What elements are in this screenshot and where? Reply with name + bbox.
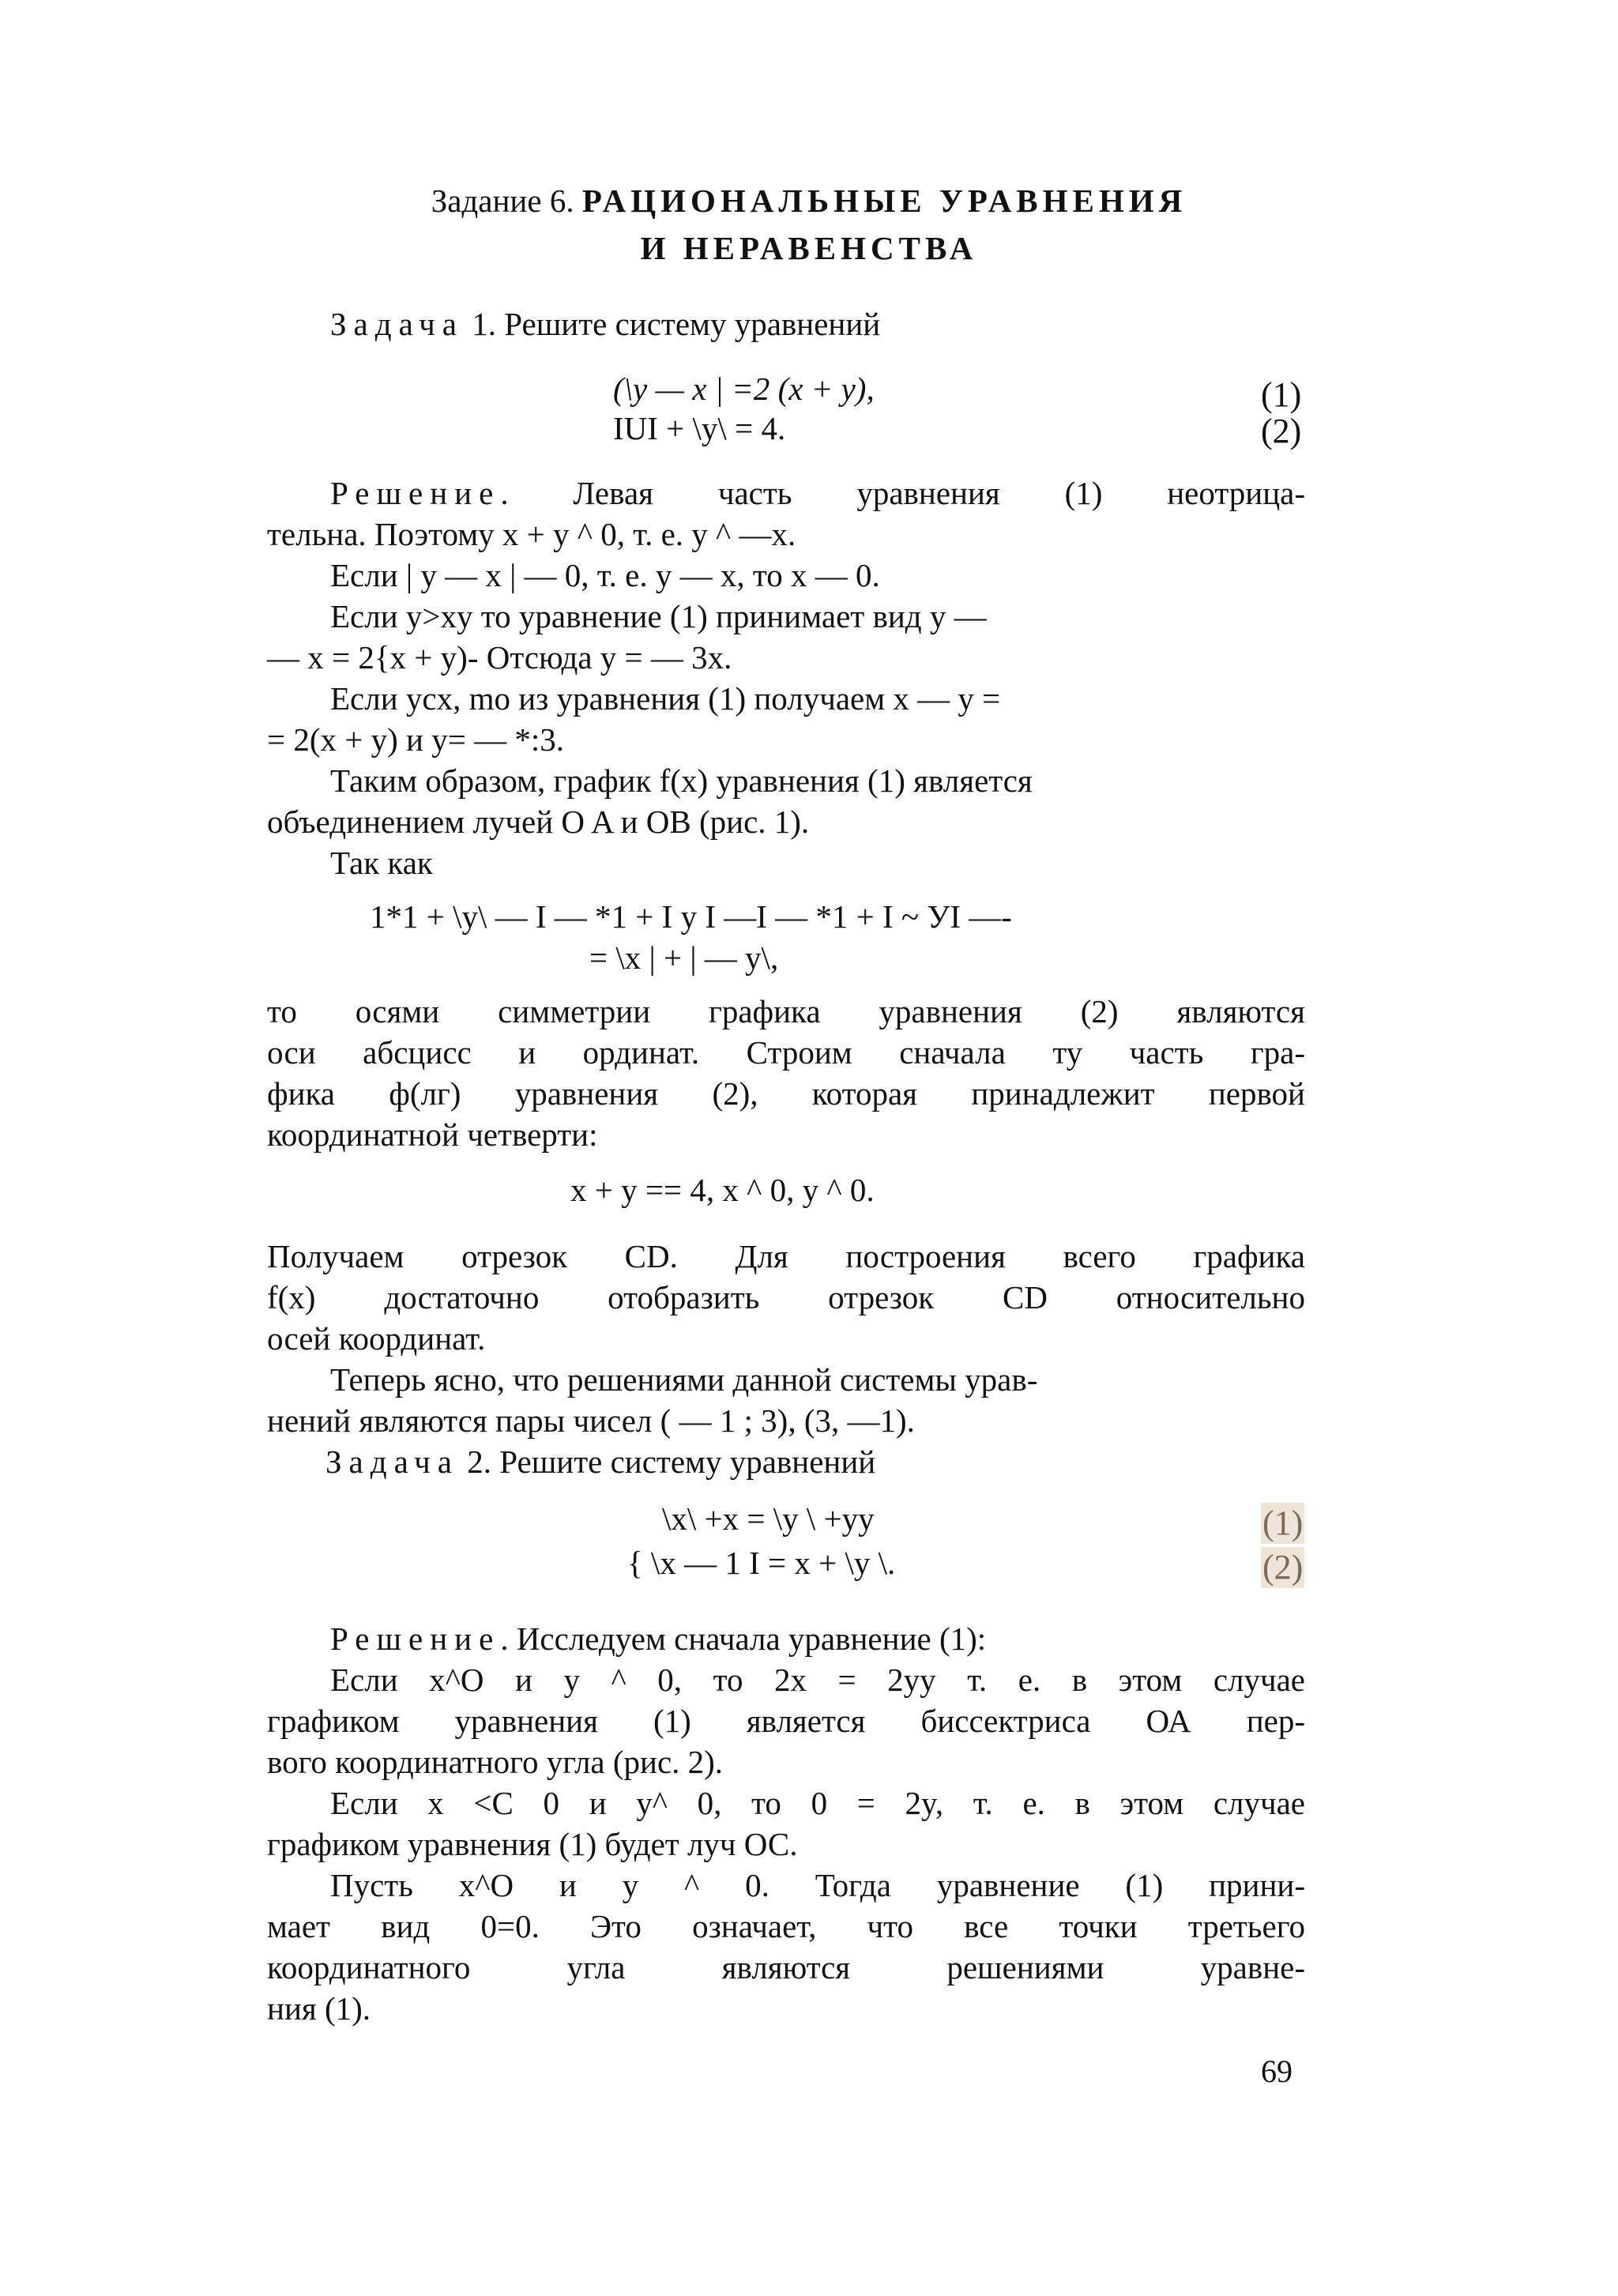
solution1-line: Решение. Левая часть уравнения (1) неотрица-: [330, 475, 1305, 511]
solution1-line: Теперь ясно, что решениями данной системы урав-: [330, 1361, 1038, 1398]
solution2-line: Если x <С 0 и y^ 0, то 0 = 2y, т. е. в этом случае: [330, 1785, 1305, 1821]
chapter-heading-line1: [0, 179, 1618, 223]
solution2-line: ния (1).: [267, 1990, 371, 2027]
solution1-line: Таким образом, график f(x) уравнения (1) является: [330, 762, 1033, 799]
solution1-line: нений являются пары чисел ( — 1 ; 3), (3, —1).: [267, 1402, 915, 1439]
solution2-line: вого координатного угла (рис. 2).: [267, 1744, 724, 1780]
solution2-line: графиком уравнения (1) является биссектриса ОА пер-: [267, 1703, 1305, 1739]
solution1-line: координатной четверти:: [267, 1116, 598, 1153]
solution2-label: Решение: [330, 1620, 501, 1657]
solution1-label: Решение: [330, 475, 501, 511]
solution1-line: Если y>xy то уравнение (1) принимает вид y —: [330, 598, 987, 634]
chapter-prefix: Задание 6.: [431, 183, 582, 219]
solution1-line: Если | y — x | — 0, т. е. y — x, то x — 0.: [330, 557, 880, 593]
solution2-line: Решение. Исследуем сначала уравнение (1):: [330, 1620, 987, 1657]
task1-equation-number-2: (2): [1261, 412, 1302, 450]
solution2-line: Если x^O и y ^ 0, то 2x = 2yy т. е. в этом случае: [330, 1662, 1305, 1698]
solution1-line: объединением лучей O A и OB (рис. 1).: [267, 804, 810, 840]
solution1-formula-1: 1*1 + \y\ — I — *1 + I y I —I — *1 + I ~ УI —-: [370, 898, 1012, 935]
task2-text: 2. Решите систему уравнений: [458, 1443, 876, 1480]
solution2-line: Пусть x^O и y ^ 0. Тогда уравнение (1) прини-: [330, 1867, 1305, 1903]
task1-label: Задача: [330, 306, 464, 342]
chapter-title: РАЦИОНАЛЬНЫЕ УРАВНЕНИЯ: [581, 183, 1187, 219]
solution1-line: Так как: [330, 845, 433, 881]
page-number: 69: [1261, 2053, 1293, 2089]
solution1-line: — x = 2{x + y)- Отсюда y = — 3x.: [267, 639, 732, 676]
solution1-formula-3: x + y == 4, x ^ 0, y ^ 0.: [570, 1172, 875, 1208]
task1-text: 1. Решите систему уравнений: [463, 306, 881, 342]
solution1-line: осей координат.: [267, 1320, 486, 1357]
solution1-line: f(x) достаточно отобразить отрезок CD относительно: [267, 1279, 1305, 1315]
solution1-line: тельна. Поэтому x + y ^ 0, т. е. y ^ —x.: [267, 516, 796, 552]
task2-equation-number-1: (1): [1262, 1504, 1304, 1542]
solution1-formula-2: = \x | + | — y\,: [589, 939, 779, 976]
task2-label: Задача: [325, 1443, 459, 1480]
solution1-line: оси абсцисс и ординат. Строим сначала ту часть гра-: [267, 1034, 1305, 1071]
task2-equation-1: \x\ +x = \y \ +yy: [662, 1500, 875, 1537]
task1-statement: [330, 303, 1305, 344]
task1-equation-1: (\y — x | =2 (x + y),: [613, 371, 875, 407]
chapter-heading-line2: [0, 226, 1618, 270]
task1-equation-number-1: (1): [1261, 375, 1302, 414]
task2-equation-number-2: (2): [1262, 1548, 1304, 1586]
solution1-line: = 2(x + y) и y= — *:3.: [267, 721, 565, 758]
solution1-line: то осями симметрии графика уравнения (2) являются: [267, 993, 1305, 1029]
solution2-line: мает вид 0=0. Это означает, что все точки третьего: [267, 1908, 1305, 1944]
task1-equation-2: IUI + \y\ = 4.: [613, 410, 786, 446]
chapter-title-cont: И НЕРАВЕНСТВА: [640, 230, 978, 266]
task2-equation-2: { \x — 1 I = x + \y \.: [627, 1545, 896, 1581]
solution1-line: Если ycx, mo из уравнения (1) получаем x — y =: [330, 680, 1001, 717]
solution1-line: Получаем отрезок CD. Для построения всего графика: [267, 1238, 1305, 1274]
solution2-line: графиком уравнения (1) будет луч ОС.: [267, 1826, 798, 1862]
task2-statement: [325, 1441, 1364, 1482]
solution1-line: фика ф(лг) уравнения (2), которая принадлежит первой: [267, 1075, 1305, 1112]
solution2-line: координатного угла являются решениями уравне-: [267, 1949, 1305, 1985]
